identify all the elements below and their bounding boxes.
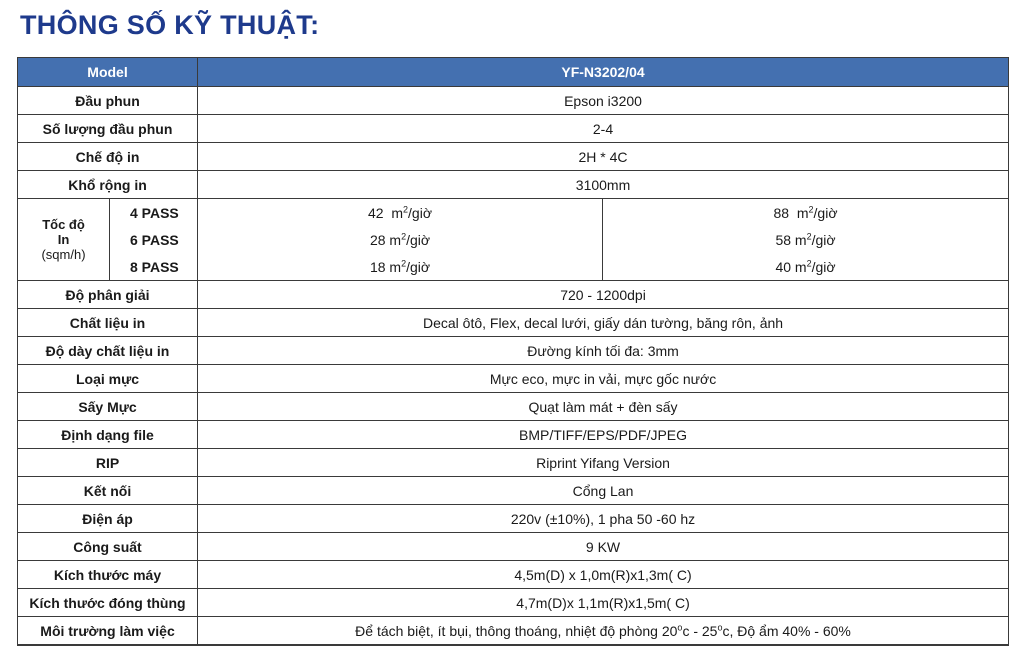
pass-label: 6 PASS	[110, 226, 198, 253]
spec-table	[17, 57, 1009, 646]
row-value: Decal ôtô, Flex, decal lưới, giấy dán tường, băng rôn, ảnh	[198, 309, 1009, 337]
speed-label	[18, 199, 110, 281]
table-row	[18, 505, 1009, 533]
row-label: Độ phân giải	[18, 281, 198, 309]
table-row	[18, 171, 1009, 199]
table-row	[18, 281, 1009, 309]
table-row	[18, 309, 1009, 337]
table-row	[18, 115, 1009, 143]
row-value: 720 - 1200dpi	[198, 281, 1009, 309]
speed-label-unit: (sqm/h)	[41, 247, 86, 262]
row-label: RIP	[18, 449, 198, 477]
row-value: 9 KW	[198, 533, 1009, 561]
table-row	[18, 477, 1009, 505]
row-value: 2-4	[198, 115, 1009, 143]
row-label: Sấy Mực	[18, 393, 198, 421]
row-value: BMP/TIFF/EPS/PDF/JPEG	[198, 421, 1009, 449]
row-value: 2H * 4C	[198, 143, 1009, 171]
row-value: 3100mm	[198, 171, 1009, 199]
row-value: 220v (±10%), 1 pha 50 -60 hz	[198, 505, 1009, 533]
row-label: Định dạng file	[18, 421, 198, 449]
row-value: Cổng Lan	[198, 477, 1009, 505]
speed-value: 88 $m^2$/giờ	[603, 199, 1009, 227]
row-value: 4,5m(D) x 1,0m(R)x1,3m( C)	[198, 561, 1009, 589]
speed-label-line1: Tốc độ	[42, 217, 85, 232]
table-row	[18, 143, 1009, 171]
row-label: Đầu phun	[18, 87, 198, 115]
row-value: Đường kính tối đa: 3mm	[198, 337, 1009, 365]
header-model-label: Model	[18, 58, 198, 87]
row-value: Epson i3200	[198, 87, 1009, 115]
speed-value: 28 $m^2$/giờ	[198, 226, 603, 253]
row-label: Công suất	[18, 533, 198, 561]
pass-label: 4 PASS	[110, 199, 198, 227]
header-model-value: YF-N3202/04	[198, 58, 1009, 87]
speed-row	[18, 226, 1009, 253]
table-row	[18, 533, 1009, 561]
row-label: Chất liệu in	[18, 309, 198, 337]
speed-value: 40 $m^2$/giờ	[603, 253, 1009, 281]
table-row	[18, 87, 1009, 115]
speed-row	[18, 253, 1009, 281]
row-label: Số lượng đầu phun	[18, 115, 198, 143]
speed-value: 58 $m^2$/giờ	[603, 226, 1009, 253]
table-row	[18, 561, 1009, 589]
row-label: Khổ rộng in	[18, 171, 198, 199]
row-label: Kết nối	[18, 477, 198, 505]
table-header-row	[18, 58, 1009, 87]
row-label: Kích thước máy	[18, 561, 198, 589]
row-value-environment: Để tách biệt, ít bụi, thông thoáng, nhiệt độ phòng 20$^o$c - 25$^o$c, Độ ẩm 40% - 60%	[198, 617, 1009, 646]
row-label: Loại mực	[18, 365, 198, 393]
row-label: Độ dày chất liệu in	[18, 337, 198, 365]
speed-value: 18 $m^2$/giờ	[198, 253, 603, 281]
row-label: Môi trường làm việc	[18, 617, 198, 646]
speed-value: 42 $m^2$/giờ	[198, 199, 603, 227]
row-value: Riprint Yifang Version	[198, 449, 1009, 477]
table-row	[18, 421, 1009, 449]
row-value: Mực eco, mực in vải, mực gốc nước	[198, 365, 1009, 393]
table-row	[18, 589, 1009, 617]
table-row-environment	[18, 617, 1009, 646]
row-value: Quạt làm mát + đèn sấy	[198, 393, 1009, 421]
table-row	[18, 449, 1009, 477]
row-label: Chế độ in	[18, 143, 198, 171]
table-row	[18, 365, 1009, 393]
row-label: Kích thước đóng thùng	[18, 589, 198, 617]
speed-label-line2: In	[57, 232, 70, 247]
table-row	[18, 393, 1009, 421]
speed-row	[18, 199, 1009, 227]
row-value: 4,7m(D)x 1,1m(R)x1,5m( C)	[198, 589, 1009, 617]
page-title: THÔNG SỐ KỸ THUẬT:	[20, 10, 320, 40]
table-row	[18, 337, 1009, 365]
row-label: Điện áp	[18, 505, 198, 533]
pass-label: 8 PASS	[110, 253, 198, 281]
